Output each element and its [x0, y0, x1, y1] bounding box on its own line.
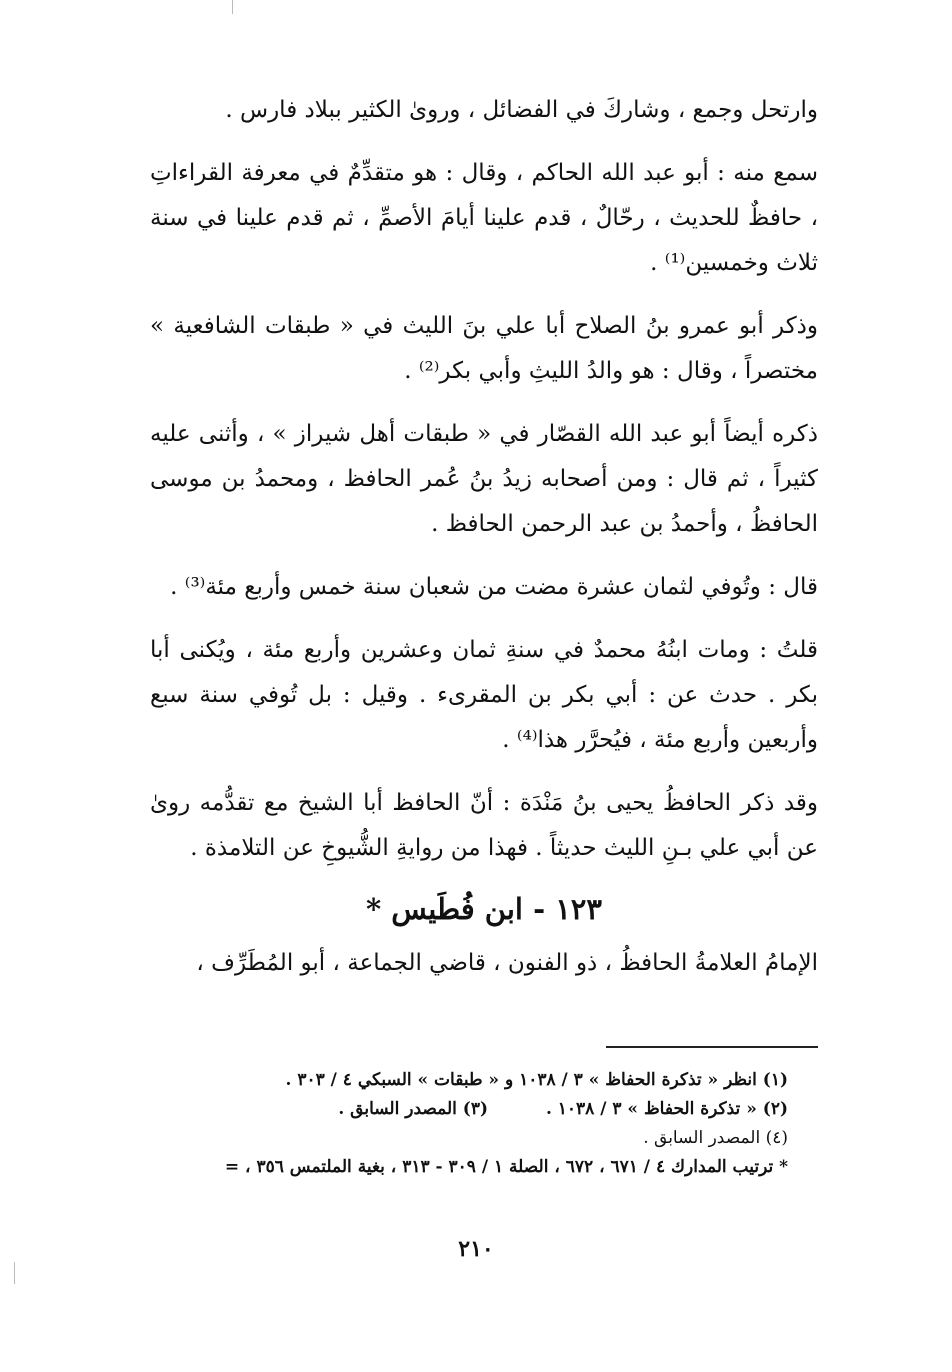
scan-speck [14, 1262, 15, 1284]
paragraph: ذكره أيضاً أبو عبد الله القصّار في « طبقات أهل شيراز » ، وأثنى عليه كثيراً ، ثم قال : ومن أصحابه زيدُ بنُ عُمر الحافظ ، ومحمدُ بن موسى الحافظُ ، وأحمدُ بن عبد الرحمن الحافظ . [150, 421, 818, 537]
entry-heading: ١٢٣ - ابن فُطَيس * [366, 892, 602, 926]
paragraph: الإمامُ العلامةُ الحافظُ ، ذو الفنون ، قاضي الجماعة ، أبو المُطَرِّف ، [196, 950, 818, 976]
main-text [150, 88, 818, 1004]
paragraph: وذكر أبو عمرو بنُ الصلاح أبا علي بنَ الليث في « طبقات الشافعية » مختصراً ، وقال : هو والدُ الليثِ وأبي بكر⁽²⁾ . [150, 313, 818, 384]
footnote [140, 1066, 788, 1095]
footnote-text: * ترتيب المدارك ٤ / ٦٧١ ، ٦٧٢ ، الصلة ١ / ٣٠٩ - ٣١٣ ، بغية الملتمس ٣٥٦ ، = [224, 1157, 788, 1177]
footnote-text: (٤) المصدر السابق . [643, 1128, 788, 1148]
footnote-text: (١) انظر « تذكرة الحفاظ » ٣ / ١٠٣٨ و « طبقات » السبكي ٤ / ٣٠٣ . [285, 1070, 788, 1090]
scan-speck [232, 0, 233, 14]
paragraph: وقد ذكر الحافظُ يحيى بنُ مَنْدَة : أنّ الحافظ أبا الشيخ مع تقدُّمه روىٰ عن أبي علي بـنِ الليث حديثاً . فهذا من روايةِ الشُّيوخِ عن التلامذة . [150, 790, 818, 861]
page-number: ٢١٠ [458, 1236, 494, 1262]
paragraph: قال : وتُوفي لثمان عشرة مضت من شعبان سنة خمس وأربع مئة⁽³⁾ . [170, 574, 818, 600]
footnotes [140, 1066, 788, 1182]
footnote-text: (٣) المصدر السابق . [338, 1099, 488, 1119]
footnote [140, 1124, 788, 1153]
footnote-text: (٢) « تذكرة الحفاظ » ٣ / ١٠٣٨ . [545, 1099, 788, 1119]
paragraph: سمع منه : أبو عبد الله الحاكم ، وقال : هو متقدِّمٌ في معرفة القراءاتِ ، حافظٌ للحديث ، رحّالٌ ، قدم علينا أيامَ الأصمِّ ، ثم قدم علينا في سنة ثلاث وخمسين⁽¹⁾ . [150, 160, 818, 276]
footnote-pair [140, 1095, 788, 1124]
source-footnote [140, 1153, 788, 1182]
footnote-divider [606, 1046, 818, 1048]
paragraph: وارتحل وجمع ، وشاركَ في الفضائل ، وروىٰ الكثير ببلاد فارس . [225, 97, 818, 123]
paragraph: قلتُ : ومات ابنُهُ محمدٌ في سنةِ ثمان وعشرين وأربع مئة ، ويُكنى أبا بكر . حدث عن : أبي بكر بن المقرىء . وقيل : بل تُوفي سنة سبع وأربعين وأربع مئة ، فيُحرَّر هذا⁽⁴⁾ . [150, 637, 818, 753]
